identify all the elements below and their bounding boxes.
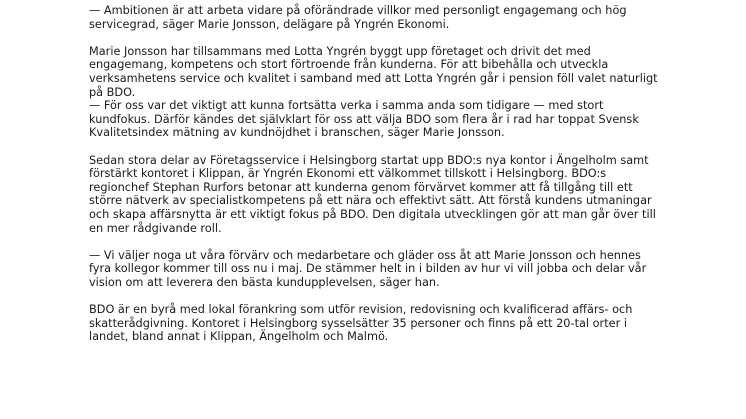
text-line: Sedan stora delar av Företagsservice i Helsingborg startat upp BDO:s nya kontor i Ängelholm samt [89, 153, 649, 167]
text-line: Kvalitetsindex mätning av kundnöjdhet i branschen, säger Marie Jonsson. [89, 126, 505, 140]
text-line: vision om att leverera den bästa kundupplevelsen, säger han. [89, 275, 440, 289]
text-line: fyra kollegor kommer till oss nu i maj. De stämmer helt in i bilden av hur vi vill jobba och delar vår [89, 262, 647, 276]
text-line: en mer rådgivande roll. [89, 221, 222, 235]
text-line: servicegrad, säger Marie Jonsson, delägare på Yngrén Ekonomi. [89, 17, 450, 31]
text-line: större nätverk av specialistkompetens på ett nära och effektivt sätt. Att förstå kundens utmaningar [89, 194, 652, 208]
text-line: förstärkt kontoret i Klippan, är Yngrén Ekonomi ett välkommet tillskott i Helsingborg. BDO:s [89, 167, 607, 181]
text-line: — Ambitionen är att arbeta vidare på oförändrade villkor med personligt engagemang och hög [89, 4, 627, 17]
article-body [89, 4, 669, 357]
paragraph-quote-ambition [89, 4, 669, 31]
text-line: skatterådgivning. Kontoret i Helsingborg sysselsätter 35 personer och finns på ett 20-tal orter i [89, 316, 627, 330]
paragraph-company-history [89, 45, 669, 140]
text-line: kundfokus. Därför kändes det självklart för oss att välja BDO som flera år i rad har toppat Svensk [89, 112, 639, 126]
text-line: och skapa affärsnytta är ett viktigt fokus på BDO. Den digitala utvecklingen gör att man går över till [89, 207, 656, 221]
text-line: landet, bland annat i Klippan, Ängelholm och Malmö. [89, 330, 389, 344]
text-line: BDO är en byrå med lokal förankring som utför revision, redovisning och kvalificerad affärs- och [89, 303, 633, 317]
text-line: Marie Jonsson har tillsammans med Lotta Yngrén byggt upp företaget och drivit det med [89, 44, 591, 58]
text-line: — För oss var det viktigt att kunna fortsätta verka i samma anda som tidigare — med stort [89, 99, 604, 113]
paragraph-about-bdo [89, 303, 669, 344]
text-line: engagemang, kompetens och stort förtroende från kunderna. För att bibehålla och utveckla [89, 58, 609, 72]
text-line: — Vi väljer noga ut våra förvärv och medarbetare och gläder oss åt att Marie Jonsson och hennes [89, 248, 641, 262]
text-line: på BDO. [89, 85, 136, 99]
paragraph-quote-acquisition [89, 249, 669, 290]
paragraph-bdo-expansion [89, 154, 669, 236]
text-line: verksamhetens service och kvalitet i samband med att Lotta Yngrén går i pension föll valet naturligt [89, 71, 658, 85]
text-line: regionchef Stephan Rurfors betonar att kunderna genom förvärvet kommer att få tillgång till ett [89, 180, 633, 194]
